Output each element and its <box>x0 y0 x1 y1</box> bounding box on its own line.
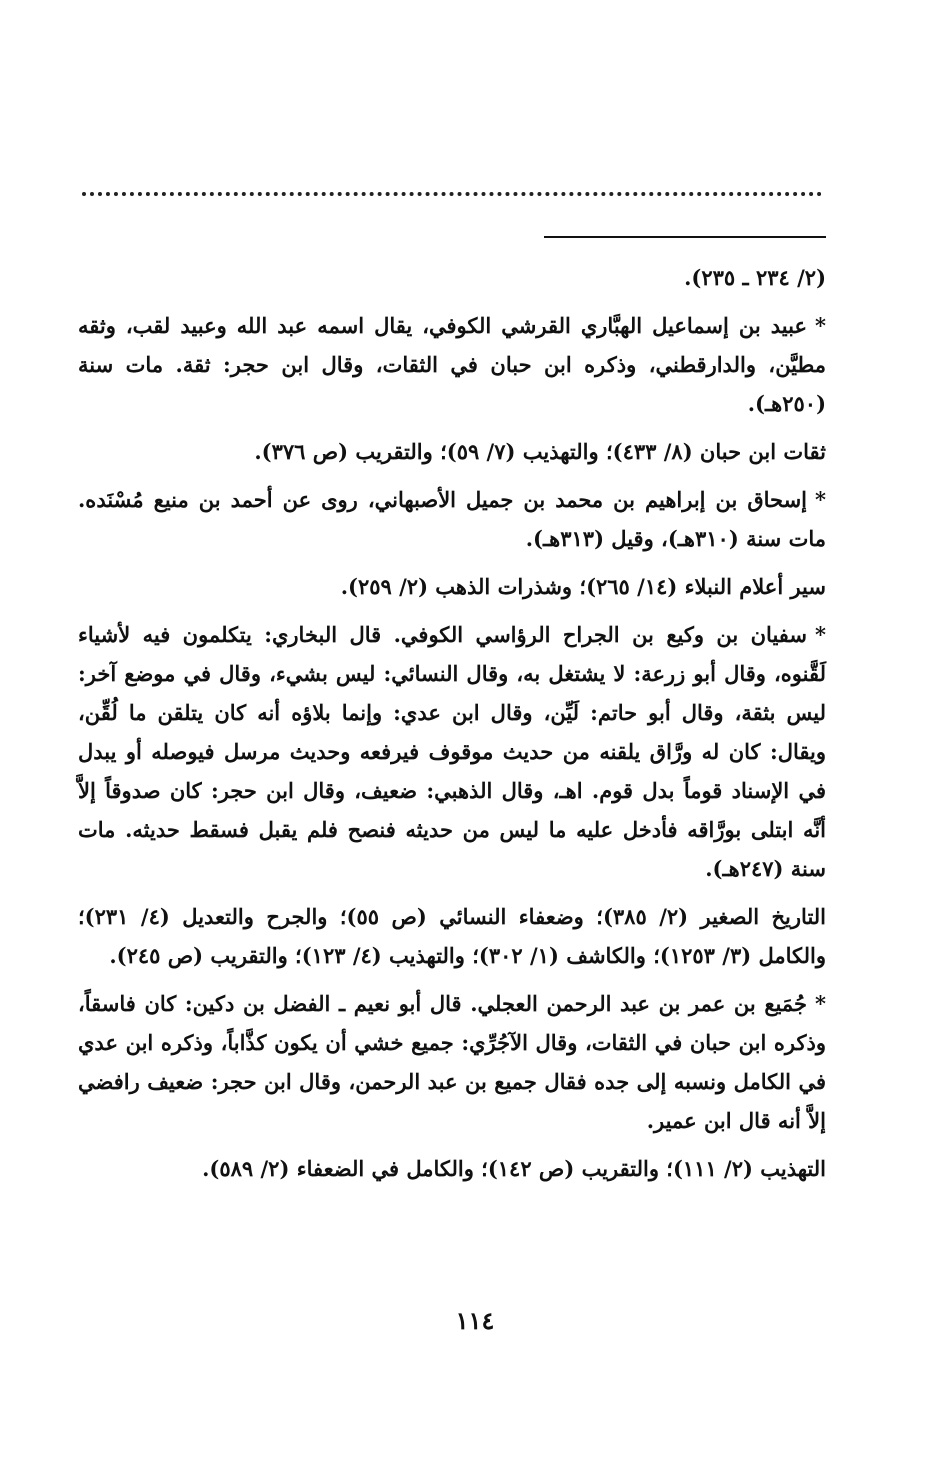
biography-text: جُمَيع بن عمر بن عبد الرحمن العجلي. قال أبو نعيم ـ الفضل بن دكين: كان فاسقاً، وذكره ابن حبان في الثقات، وقال الآجُرِّي: جميع خشي أن يكون كذَّاباً، وذكره ابن عدي في الكامل ونسبه إلى جده فقال جميع بن عبد الرحمن، وقال ابن حجر: ضعيف رافضي إلاَّ أنه قال ابن عمير. <box>78 991 826 1133</box>
biography-text: سفيان بن وكيع بن الجراح الرؤاسي الكوفي. قال البخاري: يتكلمون فيه لأشياء لَقَّنوه، وقال أبو زرعة: لا يشتغل به، وقال النسائي: ليس بشيء، وقال في موضع آخر: ليس بثقة، وقال أبو حاتم: لَيِّن، وقال ابن عدي: وإنما بلاؤه أنه كان يتلقن ما لُقِّن، ويقال: كان له ورَّاق يلقنه من حديث موقوف فيرفعه وحديث مرسل فيوصله أو يبدل في الإسناد قوماً بدل قوم. اهـ، وقال الذهبي: ضعيف، وقال ابن حجر: كان صدوقاً إلاَّ أنَّه ابتلى بورَّاقه فأدخل عليه ما ليس من حديثه فنصح فلم يقبل فسقط حديثه. مات سنة (٢٤٧هـ). <box>78 622 826 881</box>
bullet-marker: * <box>815 991 826 1016</box>
biography-ishaq <box>78 480 826 558</box>
bullet-marker: * <box>815 313 826 338</box>
biography-ubayd <box>78 306 826 423</box>
footnotes <box>78 258 826 1197</box>
sources-ishaq: سير أعلام النبلاء (١٤/ ٢٦٥)؛ وشذرات الذهب (٢/ ٢٥٩). <box>340 574 826 599</box>
biography-jumay <box>78 984 826 1140</box>
sources-sufyan: التاريخ الصغير (٢/ ٣٨٥)؛ وضعفاء النسائي (ص ٥٥)؛ والجرح والتعديل (٤/ ٢٣١)؛ والكامل (٣/ ١٢٥٣)؛ والكاشف (١/ ٣٠٢)؛ والتهذيب (٤/ ١٢٣)؛ والتقريب (ص ٢٤٥). <box>78 904 827 968</box>
page-number: ١١٤ <box>455 1306 495 1335</box>
biography-sufyan <box>78 615 826 888</box>
dotted-separator <box>82 192 822 196</box>
bullet-marker: * <box>815 487 826 512</box>
footnote-continuation: (٢/ ٢٣٤ ـ ٢٣٥). <box>684 265 826 290</box>
footnote-separator <box>544 236 826 238</box>
sources-jumay: التهذيب (٢/ ١١١)؛ والتقريب (ص ١٤٢)؛ والكامل في الضعفاء (٢/ ٥٨٩). <box>202 1156 826 1181</box>
biography-text: عبيد بن إسماعيل الهبَّاري القرشي الكوفي، يقال اسمه عبد الله وعبيد لقب، وثقه مطيَّن، والدارقطني، وذكره ابن حبان في الثقات، وقال ابن حجر: ثقة. مات سنة (٢٥٠هـ). <box>78 313 826 416</box>
biography-text: إسحاق بن إبراهيم بن محمد بن جميل الأصبهاني، روى عن أحمد بن منيع مُسْنَده. مات سنة (٣١٠هـ)، وقيل (٣١٣هـ). <box>78 487 826 551</box>
sources-ubayd: ثقات ابن حبان (٨/ ٤٣٣)؛ والتهذيب (٧/ ٥٩)؛ والتقريب (ص ٣٧٦). <box>254 439 826 464</box>
bullet-marker: * <box>815 622 826 647</box>
